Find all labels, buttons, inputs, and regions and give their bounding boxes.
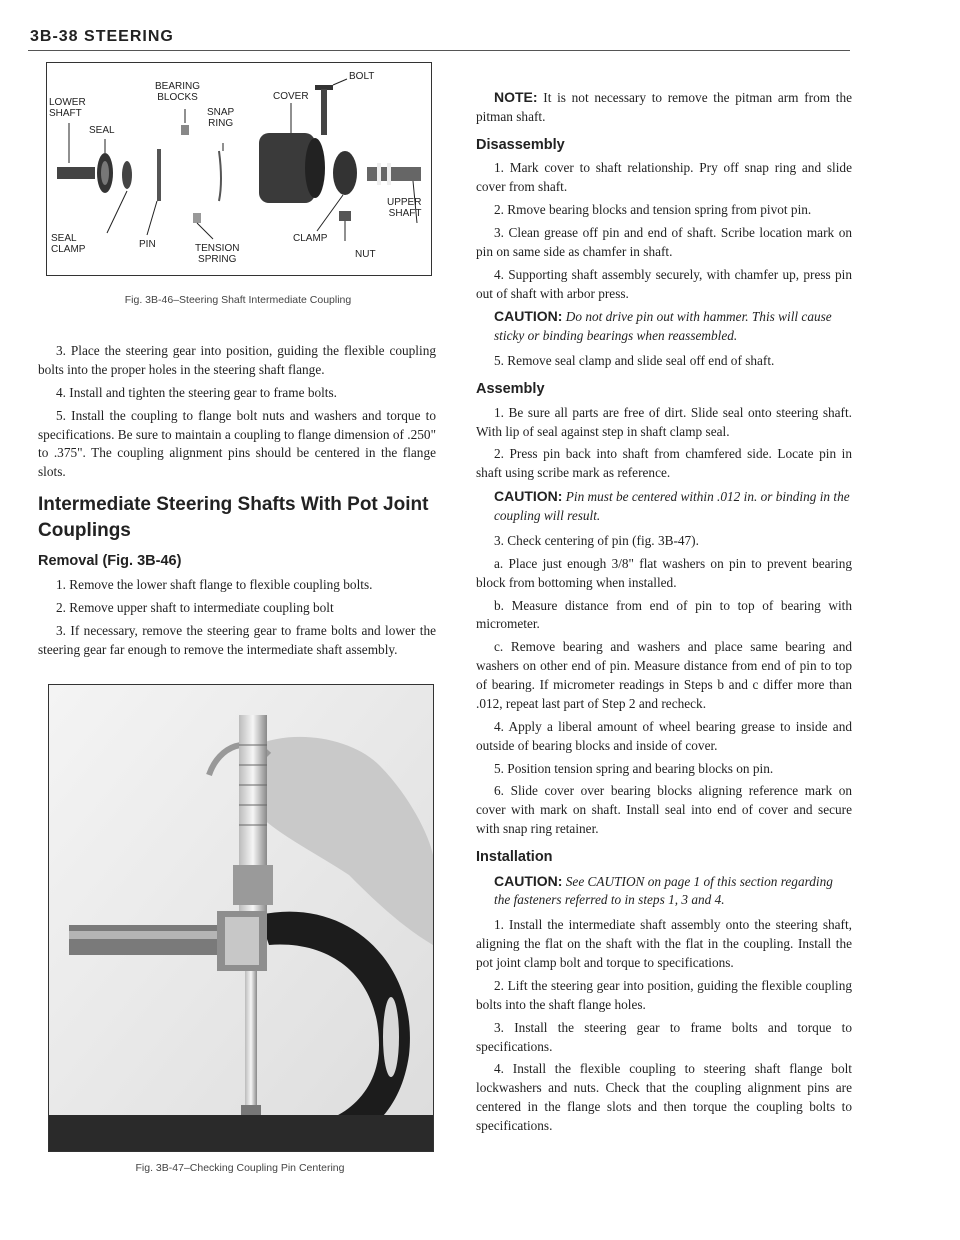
caution-text: Do not drive pin out with hammer. This will cause sticky or binding bearings when reassembled.: [494, 309, 832, 344]
caution-text: Pin must be centered within .012 in. or binding in the coupling will result.: [494, 489, 850, 524]
caution-label: CAUTION:: [494, 308, 563, 325]
caution-block: [476, 307, 852, 346]
step-paragraph: 3. Install the steering gear to frame bolts and torque to specifications.: [476, 1019, 852, 1054]
label-pin: PIN: [139, 239, 156, 250]
step-paragraph: b. Measure distance from end of pin to top of bearing with micrometer.: [476, 597, 852, 632]
caution-label: CAUTION:: [494, 488, 563, 505]
note-paragraph: [476, 88, 852, 127]
label-cover: COVER: [273, 91, 309, 102]
step-paragraph: 1. Install the intermediate shaft assembly onto the steering shaft, aligning the flat on the shaft with the flat in the coupling. Install the pot joint clamp bolt and torque to specifications.: [476, 917, 852, 971]
label-seal: SEAL: [89, 125, 115, 136]
bearing-block-part: [181, 125, 189, 135]
section-heading: Intermediate Steering Shafts With Pot Joint Couplings: [38, 494, 429, 541]
header-rule: [28, 50, 850, 51]
caution-block: [476, 487, 852, 526]
upper-shaft-part: [367, 167, 421, 181]
step-paragraph: 4. Install and tighten the steering gear to frame bolts.: [56, 384, 338, 400]
caution-block: [476, 872, 852, 911]
step-paragraph: 5. Position tension spring and bearing blocks on pin.: [494, 760, 774, 776]
label-seal-clamp: SEAL CLAMP: [51, 233, 86, 255]
step-paragraph: 2. Lift the steering gear into position, guiding the flexible coupling bolts into the shaft flange holes.: [476, 977, 852, 1012]
installation-heading: Installation: [476, 849, 553, 866]
right-column: [476, 88, 852, 1140]
step-paragraph: 3. Check centering of pin (fig. 3B-47).: [494, 532, 699, 548]
label-bearing-blocks: BEARING BLOCKS: [155, 81, 201, 103]
micrometer-photo-drawing: [49, 685, 433, 1151]
step-paragraph: 3. If necessary, remove the steering gear to frame bolts and lower the steering gear far enough to remove the intermediate shaft assembly.: [38, 622, 436, 657]
note-label: NOTE:: [494, 89, 538, 105]
snap-ring-part: [219, 151, 221, 201]
step-paragraph: 4. Supporting shaft assembly securely, with chamfer up, press pin out of shaft with arbor press.: [476, 266, 852, 301]
step-paragraph: 2. Rmove bearing blocks and tension spring from pivot pin.: [494, 202, 812, 218]
label-upper-shaft: UPPER SHAFT: [387, 197, 422, 219]
step-paragraph: 4. Install the flexible coupling to steering shaft flange bolt lockwashers and nuts. Check that the coupling alignment pins are centered in the flange slots and then torque the coupling bolts to specifications.: [476, 1061, 852, 1134]
label-lower-shaft: LOWER SHAFT: [49, 97, 86, 119]
label-snap-ring: SNAP RING: [207, 107, 235, 129]
clamp-part: [333, 151, 357, 195]
label-tension-spring: TENSION SPRING: [195, 243, 240, 265]
page-header: 3B-38 STEERING: [30, 28, 174, 45]
figure1-caption: Fig. 3B-46–Steering Shaft Intermediate Coupling: [124, 294, 352, 306]
lower-shaft-part: [57, 167, 95, 179]
step-paragraph: 5. Remove seal clamp and slide seal off end of shaft.: [494, 353, 775, 369]
step-paragraph: 6. Slide cover over bearing blocks aligning reference mark on cover with mark on shaft. Install seal into end of cover and secure with snap ring retainer.: [476, 783, 852, 837]
step-paragraph: a. Place just enough 3/8" flat washers on pin to prevent bearing block from bottoming when installed.: [476, 555, 852, 590]
label-nut: NUT: [355, 249, 376, 260]
figure2-caption: Fig. 3B-47–Checking Coupling Pin Centering: [135, 1162, 345, 1174]
caution-text: See CAUTION on page 1 of this section regarding the fasteners referred to in steps 1, 3 and 4.: [494, 873, 833, 908]
assembly-heading: Assembly: [476, 381, 545, 398]
removal-heading: Removal (Fig. 3B-46): [38, 553, 182, 570]
seal-clamp-part: [122, 161, 132, 189]
step-paragraph: 4. Apply a liberal amount of wheel bearing grease to inside and outside of bearing blocks and inside of cover.: [476, 718, 852, 753]
note-text: It is not necessary to remove the pitman arm from the pitman shaft.: [476, 90, 853, 124]
step-paragraph: 3. Clean grease off pin and end of shaft. Scribe location mark on pin on same side as chamfer in shaft.: [476, 224, 852, 259]
step-paragraph: c. Remove bearing and washers and place same bearing and washers on other end of pin. Measure distance from end of pin to top of bearing. If micrometer readings in Steps b and c differ more than .012, repeat last part of Step 2 and recheck.: [476, 639, 852, 711]
step-paragraph: 2. Press pin back into shaft from chamfered side. Locate pin in shaft using scribe mark as reference.: [476, 446, 852, 481]
caution-label: CAUTION:: [494, 872, 563, 889]
disassembly-heading: Disassembly: [476, 136, 565, 153]
step-paragraph: 1. Mark cover to shaft relationship. Pry off snap ring and slide cover from shaft.: [476, 160, 852, 195]
label-bolt: BOLT: [349, 71, 375, 82]
step-paragraph: 3. Place the steering gear into position, guiding the flexible coupling bolts into the proper holes in the steering shaft flange.: [38, 343, 436, 377]
nut-part: [339, 211, 351, 221]
figure-micrometer-photo: [48, 684, 434, 1152]
step-paragraph: 1. Remove the lower shaft flange to flexible coupling bolts.: [56, 576, 373, 592]
step-paragraph: 1. Be sure all parts are free of dirt. Slide seal onto steering shaft. With lip of seal against step in shaft clamp seal.: [476, 404, 852, 439]
pin-part: [157, 149, 161, 201]
left-column: [38, 342, 436, 663]
step-paragraph: 2. Remove upper shaft to intermediate coupling bolt: [56, 599, 334, 615]
figure-coupling-diagram: [46, 62, 432, 276]
label-clamp: CLAMP: [293, 233, 328, 244]
step-paragraph: 5. Install the coupling to flange bolt nuts and washers and torque to specifications. Be sure to maintain a coupling to flange dimension of .250" to .375". The coupling alignment pins should be centered in the flange slots.: [38, 407, 436, 480]
